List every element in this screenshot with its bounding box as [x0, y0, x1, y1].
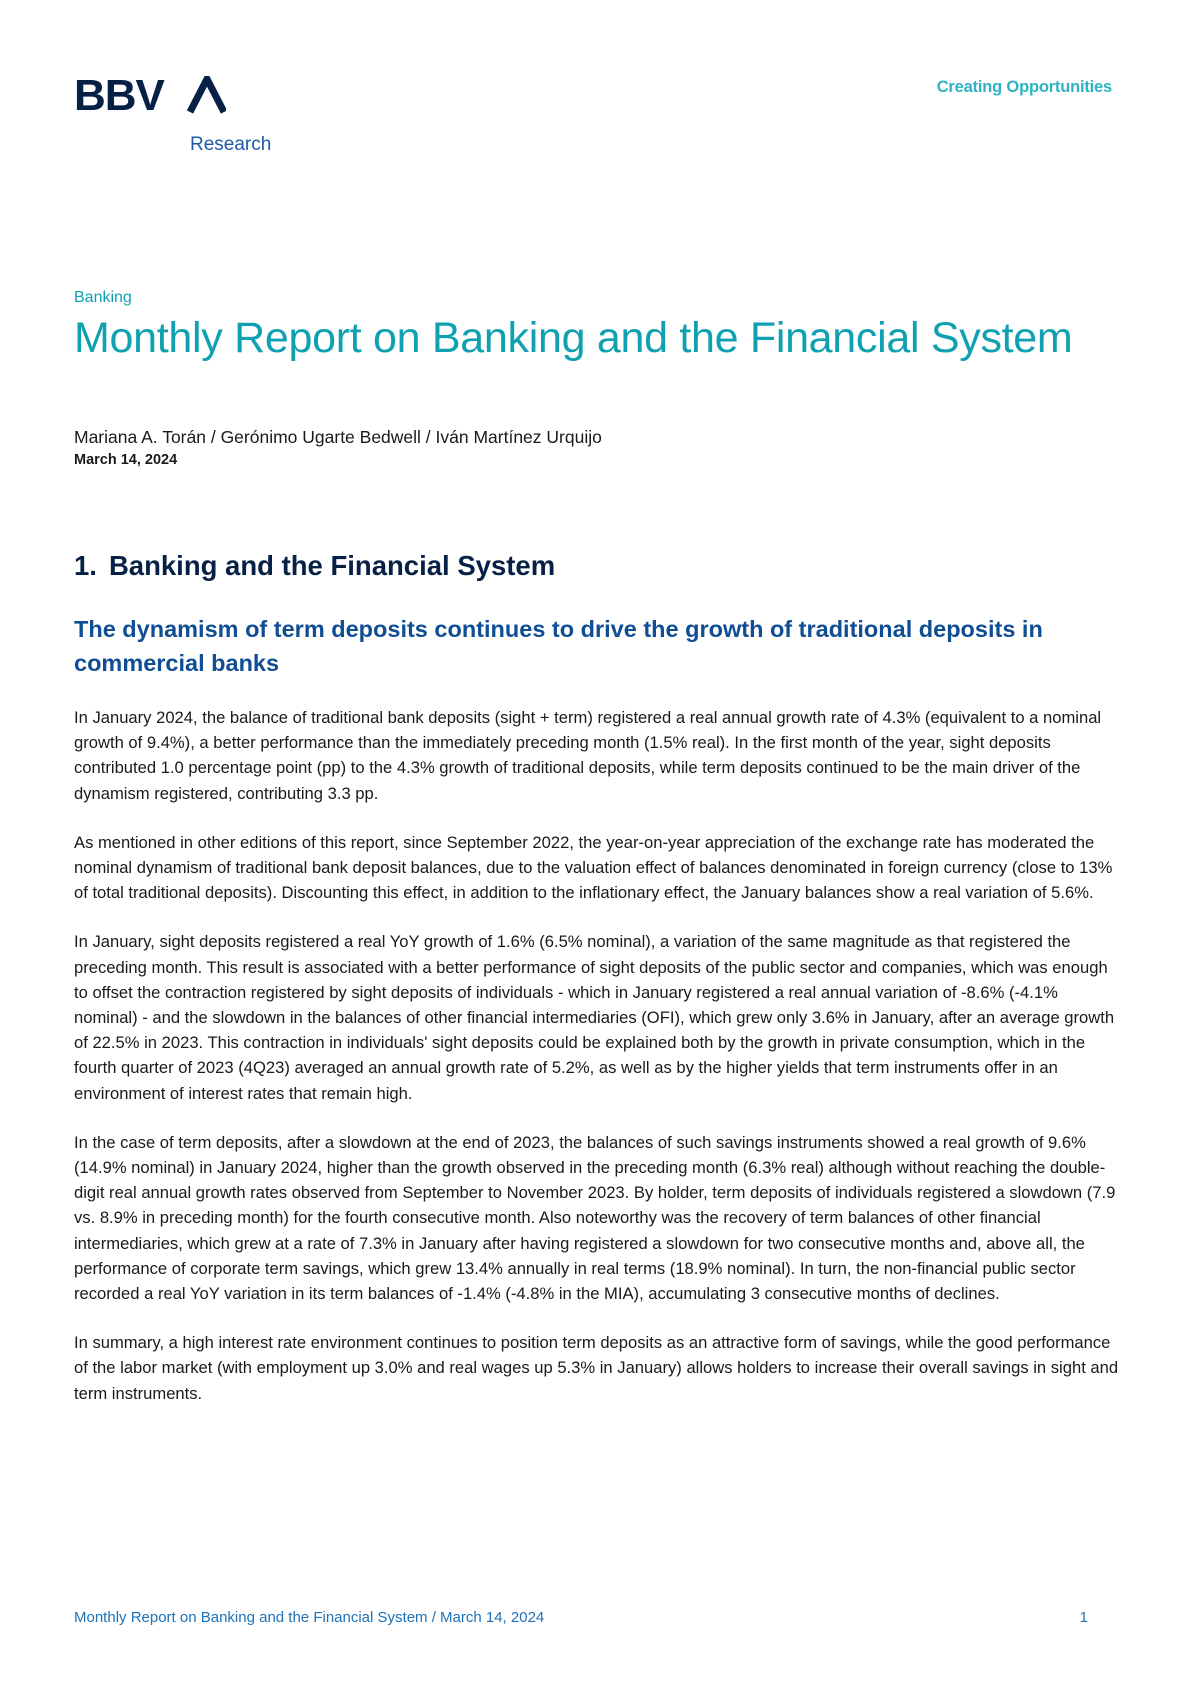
paragraph: In the case of term deposits, after a slowdown at the end of 2023, the balances of such savings instruments showed a real growth of 9.6% (14.9% nominal) in January 2024, higher than the growth observed in the preceding month (6.3% real) although without reaching the double-digit real annual growth rates observed from September to November 2023. By holder, term deposits of individuals registered a slowdown (7.9 vs. 8.9% in preceding month) for the fourth consecutive month. Also noteworthy was the recovery of term balances of other financial intermediaries, which grew at a rate of 7.3% in January after having registered a slowdown for two consecutive months and, above all, the performance of corporate term savings, which grew 13.4% annually in real terms (18.9% nominal). In turn, the non-financial public sector recorded a real YoY variation in its term balances of -1.4% (-4.8% in the MIA), accumulating 3 consecutive months of declines.: [74, 1132, 1116, 1304]
paragraph: In January, sight deposits registered a real YoY growth of 1.6% (6.5% nominal), a variation of the same magnitude as that registered the preceding month. This result is associated with a better performance of sight deposits of the public sector and companies, which was enough to offset the contraction registered by sight deposits of individuals - which in January registered a real annual variation of -8.6% (-4.1% nominal) - and the slowdown in the balances of other financial intermediaries (OFI), which grew only 3.6% in January, after an average growth of 22.5% in 2023. This contraction in individuals' sight deposits could be explained both by the growth in private consumption, which in the fourth quarter of 2023 (4Q23) averaged an annual growth rate of 5.2%, as well as by the higher yields that term instruments offer in an environment of interest rates that remain high.: [74, 932, 1115, 1103]
page-number: 1: [1079, 1609, 1088, 1626]
document-title: Monthly Report on Banking and the Financial System: [74, 314, 1073, 362]
authors: Mariana A. Torán / Gerónimo Ugarte Bedwell / Iván Martínez Urquijo: [74, 427, 602, 447]
section-heading: [74, 550, 555, 582]
tagline: Creating Opportunities: [936, 78, 1112, 96]
paragraph: In January 2024, the balance of traditional bank deposits (sight + term) registered a real annual growth rate of 4.3% (equivalent to a nominal growth of 9.4%), a better performance than the immediately preceding month (1.5% real). In the first month of the year, sight deposits contributed 1.0 percentage point (pp) to the 4.3% growth of traditional deposits, while term deposits continued to be the main driver of the dynamism registered, contributing 3.3 pp.: [74, 708, 1102, 803]
publication-date: March 14, 2024: [74, 452, 178, 468]
section-label: Banking: [74, 289, 132, 306]
section-heading-text: Banking and the Financial System: [108, 550, 556, 581]
body-text: [74, 705, 1119, 1430]
paragraph: In summary, a high interest rate environment continues to position term deposits as an attractive form of savings, while the good performance of the labor market (with employment up 3.0% and real wages up 5.3% in January) allows holders to increase their overall savings in sight and term instruments.: [74, 1333, 1119, 1403]
section-number: 1.: [74, 550, 97, 581]
bbva-logo: [74, 76, 226, 114]
svg-text:BBV: BBV: [74, 76, 164, 114]
subsection-heading: The dynamism of term deposits continues to drive the growth of traditional deposits in commercial banks: [74, 616, 1043, 676]
footer-text: Monthly Report on Banking and the Financial System / March 14, 2024: [74, 1609, 545, 1626]
paragraph: As mentioned in other editions of this report, since September 2022, the year-on-year appreciation of the exchange rate has moderated the nominal dynamism of traditional bank deposit balances, due to the valuation effect of balances denominated in foreign currency (close to 13% of total traditional deposits). Discounting this effect, in addition to the inflationary effect, the January balances show a real variation of 5.6%.: [74, 832, 1113, 903]
logo-subtitle: Research: [190, 134, 272, 155]
bbva-wordmark: [74, 76, 226, 114]
